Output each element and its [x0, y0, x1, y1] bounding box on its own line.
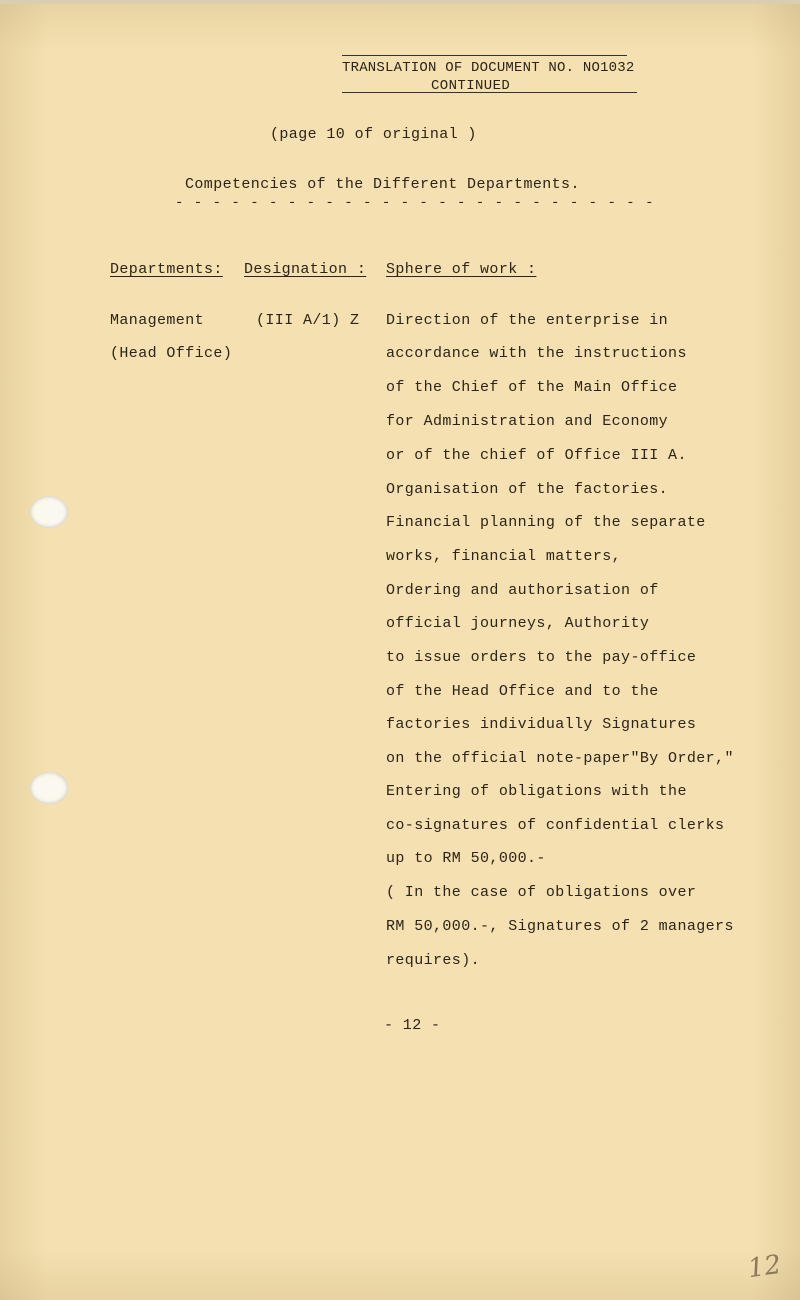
sphere-line: of the Head Office and to the — [386, 683, 659, 700]
sphere-line: on the official note-paper"By Order," — [386, 750, 734, 767]
department-name: Management — [110, 312, 205, 329]
sphere-line: factories individually Signatures — [386, 716, 697, 733]
sphere-line: ( In the case of obligations over — [386, 884, 697, 901]
column-header-sphere: Sphere of work : — [386, 261, 537, 278]
sphere-line: of the Chief of the Main Office — [386, 379, 678, 396]
designation-code: (III A/1) Z — [256, 312, 360, 329]
sphere-line: official journeys, Authority — [386, 615, 650, 632]
sphere-line: accordance with the instructions — [386, 345, 687, 362]
document-subtitle: CONTINUED — [431, 78, 511, 94]
sphere-line: requires). — [386, 952, 481, 969]
page-number: - 12 - — [384, 1017, 441, 1034]
department-subname: (Head Office) — [110, 345, 233, 362]
sphere-line: up to RM 50,000.- — [386, 850, 546, 867]
handwritten-folio-mark: 12 — [746, 1249, 784, 1285]
punch-hole-lower — [30, 772, 68, 804]
sphere-line: Direction of the enterprise in — [386, 312, 669, 329]
sphere-line: Financial planning of the separate — [386, 514, 706, 531]
header-rule-bottom — [342, 92, 637, 93]
column-header-departments: Departments: — [110, 261, 223, 278]
page-reference: (page 10 of original ) — [270, 126, 477, 143]
column-header-designation: Designation : — [244, 261, 367, 278]
sphere-line: works, financial matters, — [386, 548, 622, 565]
punch-hole-upper — [30, 496, 68, 528]
sphere-line: RM 50,000.-, Signatures of 2 managers — [386, 918, 734, 935]
sphere-line: co-signatures of confidential clerks — [386, 817, 725, 834]
section-heading: Competencies of the Different Departments. — [185, 176, 580, 193]
top-edge — [0, 0, 800, 4]
sphere-line: Ordering and authorisation of — [386, 582, 659, 599]
header-rule-top — [342, 55, 627, 56]
sphere-line: Organisation of the factories. — [386, 481, 669, 498]
sphere-line: or of the chief of Office III A. — [386, 447, 687, 464]
sphere-line: Entering of obligations with the — [386, 783, 687, 800]
heading-separator: - - - - - - - - - - - - - - - - - - - - - - - - - - — [175, 195, 655, 211]
sphere-line: to issue orders to the pay-office — [386, 649, 697, 666]
document-title: TRANSLATION OF DOCUMENT NO. NO1032 — [342, 60, 635, 76]
sphere-line: for Administration and Economy — [386, 413, 669, 430]
